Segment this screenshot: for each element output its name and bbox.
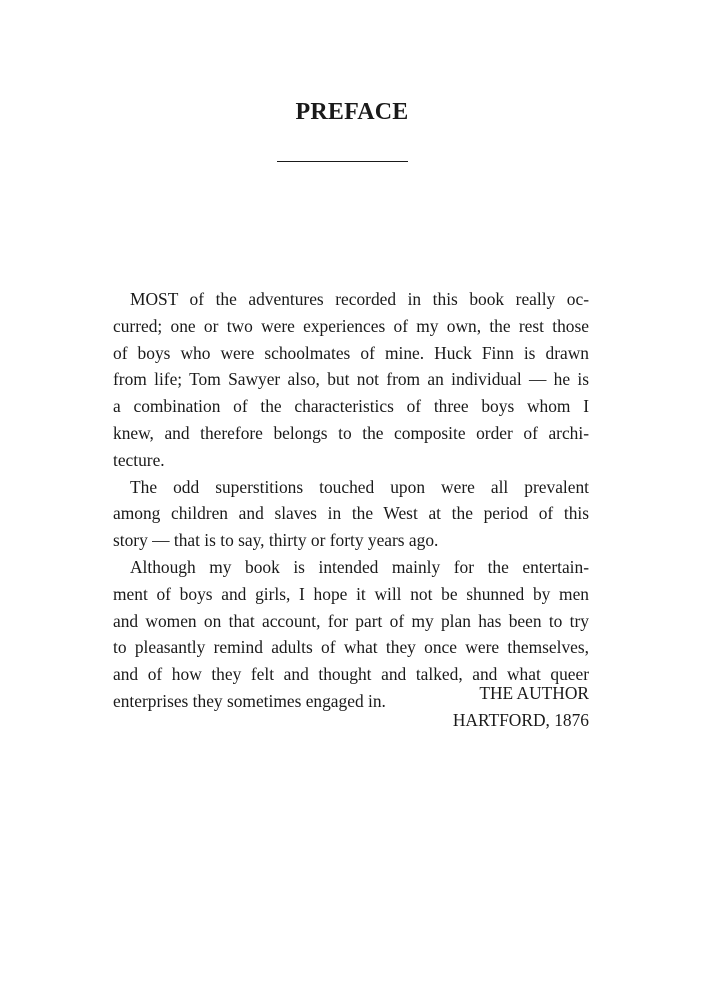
text-line: tecture. bbox=[113, 449, 165, 470]
page-title: PREFACE bbox=[295, 99, 409, 125]
text-line: to pleasantly remind adults of what they once were themselves, bbox=[113, 637, 589, 658]
text-line: among children and slaves in the West at the period of this bbox=[113, 503, 589, 524]
signature-author: THE AUTHOR bbox=[479, 683, 589, 703]
text-line: ment of boys and girls, I hope it will not be shunned by men bbox=[113, 583, 589, 604]
signature-place-date: HARTFORD, 1876 bbox=[452, 709, 589, 730]
text-line: from life; Tom Sawyer also, but not from an individual — he is bbox=[113, 369, 589, 390]
text-line: story — that is to say, thirty or forty years ago. bbox=[113, 530, 439, 551]
text-line: MOST of the adventures recorded in this book really oc- bbox=[130, 289, 589, 309]
title-divider bbox=[277, 161, 408, 162]
text-line: curred; one or two were experiences of my own, the rest those bbox=[113, 315, 589, 336]
text-line: of boys who were schoolmates of mine. Huck Finn is drawn bbox=[113, 342, 589, 363]
text-line: and women on that account, for part of my plan has been to try bbox=[113, 610, 589, 631]
text-line: knew, and therefore belongs to the composite order of archi- bbox=[113, 422, 589, 443]
text-line: and of how they felt and thought and talked, and what queer bbox=[113, 664, 589, 685]
preface-body bbox=[113, 286, 589, 715]
text-line: a combination of the characteristics of three boys whom I bbox=[113, 396, 589, 417]
signature-block bbox=[113, 680, 589, 734]
text-line: The odd superstitions touched upon were all prevalent bbox=[130, 476, 589, 497]
text-line: Although my book is intended mainly for the entertain- bbox=[130, 556, 589, 577]
text-line: enterprises they sometimes engaged in. bbox=[113, 690, 386, 711]
